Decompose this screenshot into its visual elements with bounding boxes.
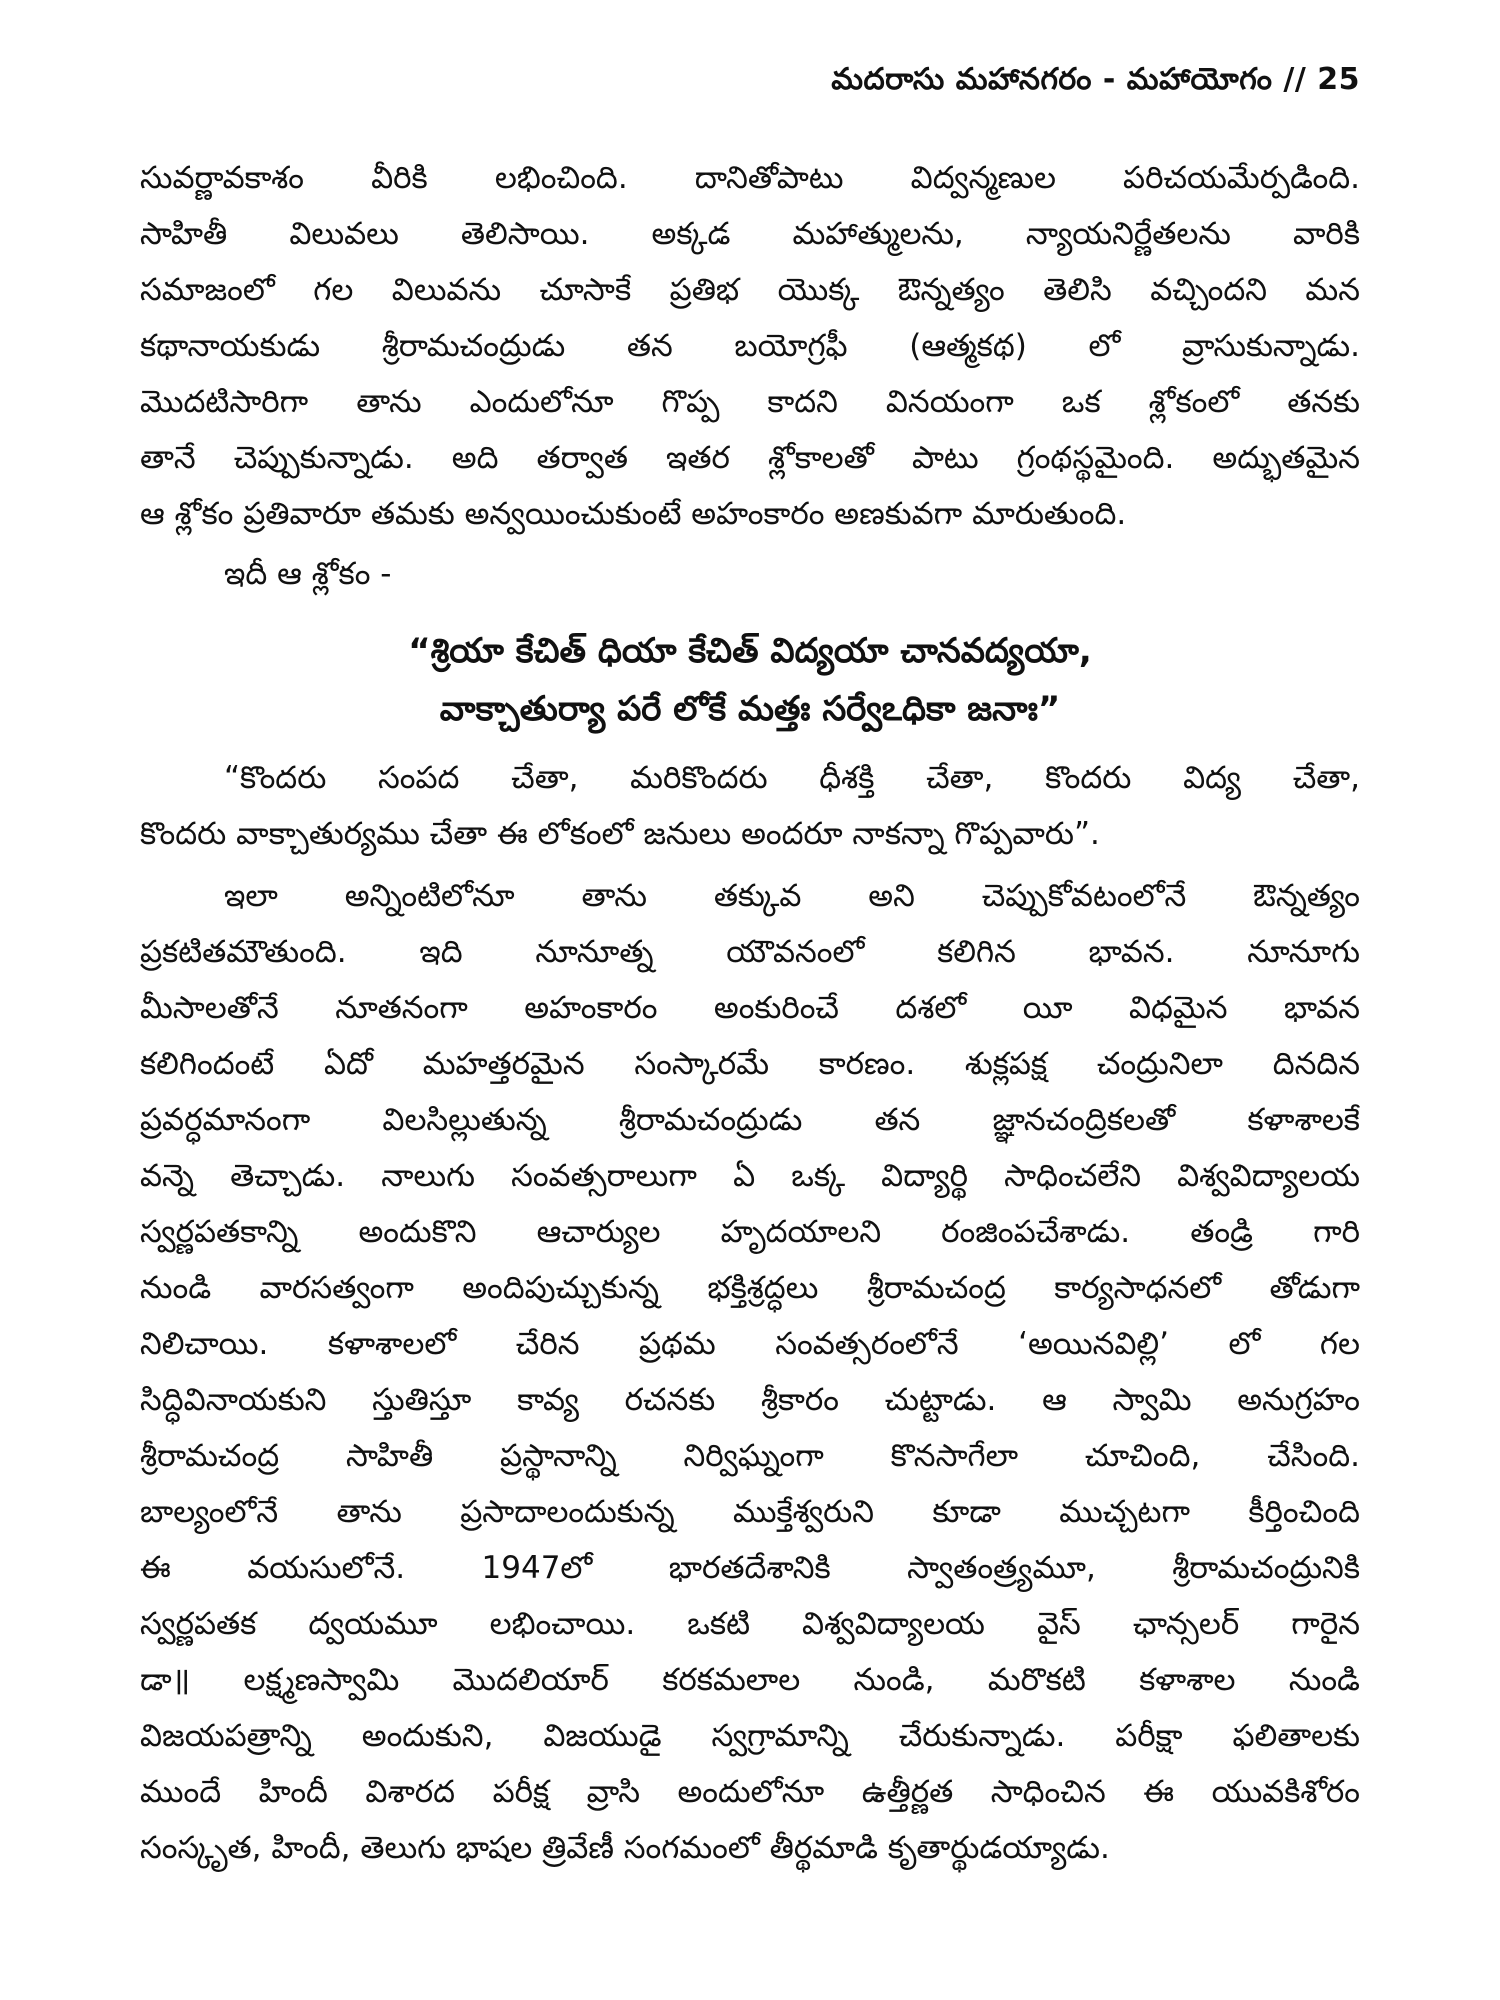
- text-line: నుండి వారసత్వంగా అందిపుచ్చుకున్న భక్తిశ్రద్ధలు శ్రీరామచంద్ర కార్యసాధనలో తోడుగా: [140, 1270, 1360, 1306]
- header-separator: //: [1283, 62, 1307, 97]
- text-line: ప్రకటితమౌతుంది. ఇది నూనూత్న యౌవనంలో కలిగిన భావన. నూనూగు: [140, 934, 1360, 970]
- text-line: మొదటిసారిగా తాను ఎందులోనూ గొప్ప కాదని వినయంగా ఒక శ్లోకంలో తనకు: [140, 384, 1360, 420]
- text-line: సంస్కృత, హిందీ, తెలుగు భాషల త్రివేణీ సంగమంలో తీర్థమాడి కృతార్థుడయ్యాడు.: [140, 1830, 1110, 1866]
- paragraph-2: [140, 868, 1360, 1876]
- text-line: సువర్ణావకాశం వీరికి లభించింది. దానితోపాటు విద్వన్మణుల పరిచయమేర్పడింది.: [140, 160, 1360, 196]
- text-line: కొందరు వాక్చాతుర్యము చేతా ఈ లోకంలో జనులు అందరూ నాకన్నా గొప్పవారు”.: [140, 816, 1100, 852]
- text-line: నిలిచాయి. కళాశాలలో చేరిన ప్రథమ సంవత్సరంలోనే ‘అయినవిల్లి’ లో గల: [140, 1326, 1360, 1362]
- verse-translation: [140, 750, 1360, 862]
- text-line: ముందే హిందీ విశారద పరీక్ష వ్రాసి అందులోనూ ఉత్తీర్ణత సాధించిన ఈ యువకిశోరం: [140, 1774, 1360, 1810]
- text-line: విజయపత్రాన్ని అందుకుని, విజయుడై స్వగ్రామాన్ని చేరుకున్నాడు. పరీక్షా ఫలితాలకు: [140, 1718, 1360, 1754]
- text-line: “కొందరు సంపద చేతా, మరికొందరు ధీశక్తి చేతా, కొందరు విద్య చేతా,: [224, 760, 1360, 796]
- text-line: స్వర్ణపతకాన్ని అందుకొని ఆచార్యుల హృదయాలని రంజింపచేశాడు. తండ్రి గారి: [140, 1214, 1360, 1250]
- text-line: మీసాలతోనే నూతనంగా అహంకారం అంకురించే దశలో యీ విధమైన భావన: [140, 990, 1360, 1026]
- text-line: సిద్ధివినాయకుని స్తుతిస్తూ కావ్య రచనకు శ్రీకారం చుట్టాడు. ఆ స్వామి అనుగ్రహం: [140, 1382, 1360, 1418]
- text-line: ఆ శ్లోకం ప్రతివారూ తమకు అన్వయించుకుంటే అహంకారం అణకువగా మారుతుంది.: [140, 496, 1127, 532]
- verse-intro: ఇదీ ఆ శ్లోకం -: [224, 556, 392, 592]
- sanskrit-verse: [140, 622, 1360, 738]
- text-line: ఇలా అన్నింటిలోనూ తాను తక్కువ అని చెప్పుకోవటంలోనే ఔన్నత్యం: [224, 878, 1360, 914]
- text-line: సమాజంలో గల విలువను చూసాకే ప్రతిభ యొక్క ఔన్నత్యం తెలిసి వచ్చిందని మన: [140, 272, 1360, 308]
- page-body: [140, 150, 1360, 1876]
- text-line: వన్నె తెచ్చాడు. నాలుగు సంవత్సరాలుగా ఏ ఒక్క విద్యార్థి సాధించలేని విశ్వవిద్యాలయ: [140, 1158, 1360, 1194]
- text-line: ఈ వయసులోనే. 1947లో భారతదేశానికి స్వాతంత్ర్యమూ, శ్రీరామచంద్రునికి: [140, 1550, 1360, 1586]
- paragraph-1: [140, 150, 1360, 542]
- text-line: బాల్యంలోనే తాను ప్రసాదాలందుకున్న ముక్తేశ్వరుని కూడా ముచ్చటగా కీర్తించింది: [140, 1494, 1360, 1530]
- running-header: [831, 62, 1360, 104]
- verse-line: “శ్రియా కేచిత్ ధియా కేచిత్ విద్యయా చానవద్యయా,: [408, 631, 1092, 671]
- text-line: శ్రీరామచంద్ర సాహితీ ప్రస్థానాన్ని నిర్విఘ్నంగా కొనసాగేలా చూచింది, చేసింది.: [140, 1438, 1360, 1474]
- text-line: కలిగిందంటే ఏదో మహత్తరమైన సంస్కారమే కారణం. శుక్లపక్ష చంద్రునిలా దినదిన: [140, 1046, 1360, 1082]
- page-number: 25: [1317, 62, 1360, 97]
- text-line: ప్రవర్ధమానంగా విలసిల్లుతున్న శ్రీరామచంద్రుడు తన జ్ఞానచంద్రికలతో కళాశాలకే: [140, 1102, 1360, 1138]
- running-title: మదరాసు మహానగరం - మహాయోగం: [831, 62, 1273, 97]
- text-line: తానే చెప్పుకున్నాడు. అది తర్వాత ఇతర శ్లోకాలతో పాటు గ్రంథస్థమైంది. అద్భుతమైన: [140, 440, 1360, 476]
- verse-line: వాక్చాతుర్యా పరే లోకే మత్తః సర్వేఽధికా జనాః”: [439, 689, 1061, 729]
- text-line: కథానాయకుడు శ్రీరామచంద్రుడు తన బయోగ్రఫీ (ఆత్మకథ) లో వ్రాసుకున్నాడు.: [140, 328, 1360, 364]
- text-line: స్వర్ణపతక ద్వయమూ లభించాయి. ఒకటి విశ్వవిద్యాలయ వైస్ ఛాన్సలర్ గారైన: [140, 1606, 1360, 1642]
- text-line: డా॥ లక్ష్మణస్వామి మొదలియార్ కరకమలాల నుండి, మరొకటి కళాశాల నుండి: [140, 1662, 1360, 1698]
- text-line: సాహితీ విలువలు తెలిసాయి. అక్కడ మహాత్ములను, న్యాయనిర్ణేతలను వారికి: [140, 216, 1360, 252]
